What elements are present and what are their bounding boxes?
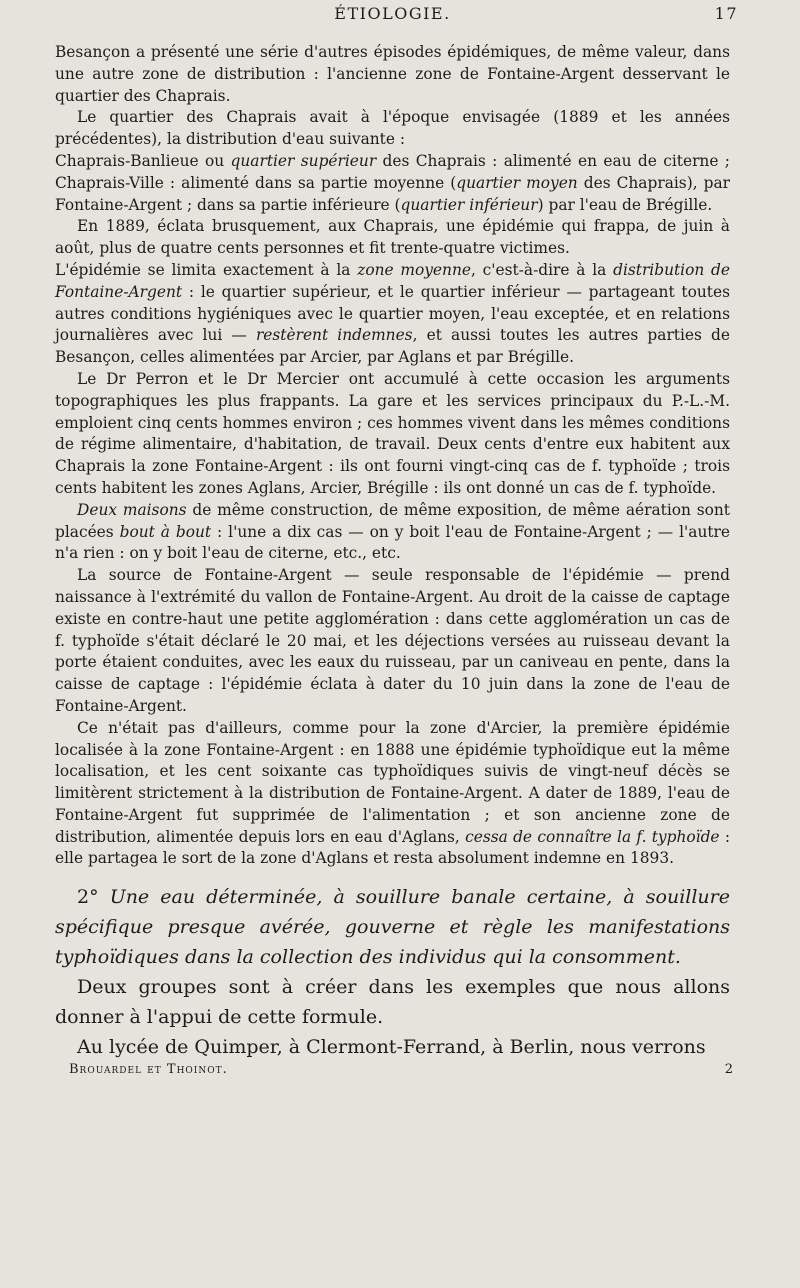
italic-run: Une eau déterminée, à souillure banale certaine, à souillure spécifique presque avérée, gouverne et règle les manifestations typhoïdiques dans la collection des individus qui la consomment. bbox=[55, 886, 730, 969]
page-footer bbox=[55, 1062, 734, 1082]
text-run: En 1889, éclata brusquement, aux Chaprais, une épidémie qui frappa, de juin à août, plus de quatre cents personnes et fit trente-quatre victimes. bbox=[55, 217, 730, 258]
text-run: Deux groupes sont à créer dans les exemples que nous allons donner à l'appui de cette formule. bbox=[55, 976, 730, 1029]
running-title: ÉTIOLOGIE. bbox=[334, 4, 451, 23]
paragraph bbox=[55, 565, 730, 718]
italic-run: quartier supérieur bbox=[230, 151, 377, 170]
italic-run: quartier inférieur bbox=[400, 195, 538, 214]
italic-run: zone moyenne bbox=[357, 260, 471, 279]
paragraph bbox=[55, 42, 730, 107]
text-run: Ce n'était pas d'ailleurs, comme pour la zone d'Arcier, la première épidémie localisée à la zone Fontaine-Argent : en 1888 une épidémie typhoïdique eut la même localisation, et les cent soixante cas typhoïdiques suivis de vingt-neuf décès se limitèrent strictement à la distribution de Fontaine-Argent. A dater de 1889, l'eau de Fontaine-Argent fut supprimée de l'alimentation ; et son ancienne zone de distribution, alimentée depuis lors en eau d'Aglans, bbox=[55, 718, 730, 846]
text-run: ) par l'eau de Brégille. bbox=[537, 195, 713, 214]
italic-run: bout à bout bbox=[119, 522, 212, 541]
paragraph bbox=[55, 500, 730, 565]
paragraph bbox=[55, 718, 730, 871]
italic-run: Deux maisons bbox=[77, 500, 187, 519]
text-run: Le Dr Perron et le Dr Mercier ont accumulé à cette occasion les arguments topographiques les plus frappants. La gare et les services principaux du P.-L.-M. emploient cinq cents hommes environ ; ces hommes vivent dans les mêmes conditions de régime alimentaire, d'habitation, de travail. Deux cents d'entre eux habitent aux Chaprais la zone Fontaine-Argent : ils ont fourni vingt-cinq cas de f. typhoïde ; trois cents habitent les zones Aglans, Arcier, Brégille : ils ont donné un cas de f. typhoïde. bbox=[55, 369, 730, 497]
text-run: : le quartier supérieur, et le quartier inférieur — partageant toutes autres conditions hygiéniques avec le quartier moyen, l'eau exceptée, et en relations journalières avec lui — bbox=[55, 282, 730, 345]
paragraph bbox=[55, 369, 730, 500]
text-run: 2° bbox=[77, 886, 110, 909]
italic-run: cessa de connaître la f. typhoïde bbox=[465, 827, 720, 846]
text-run: Besançon a présenté une série d'autres épisodes épidémiques, de même valeur, dans une autre zone de distribution : l'ancienne zone de Fontaine-Argent desservant le quartier des Chaprais. bbox=[55, 43, 730, 105]
section-heading bbox=[55, 882, 730, 972]
text-run: Au lycée de Quimper, à Clermont-Ferrand, à Berlin, nous verrons bbox=[77, 1036, 706, 1059]
paragraph bbox=[55, 972, 730, 1032]
text-run: , et aussi toutes les autres parties de Besançon, celles alimentées par Arcier, par Aglans et par Brégille. bbox=[55, 326, 730, 367]
page-header bbox=[55, 4, 738, 28]
text-run: de même construction, de même exposition, de même aération sont placées bbox=[55, 500, 730, 541]
text-run: : elle partagea le sort de la zone d'Aglans et resta absolument indemne en 1893. bbox=[55, 827, 731, 868]
paragraph bbox=[55, 107, 730, 151]
italic-run: restèrent indemnes bbox=[255, 326, 413, 345]
paragraph bbox=[55, 216, 730, 260]
text-run: La source de Fontaine-Argent — seule responsable de l'épidémie — prend naissance à l'extrémité du vallon de Fontaine-Argent. Au droit de la caisse de captage existe en contre-haut une petite agglomération : dans cette agglomération un cas de f. typhoïde s'était déclaré le 20 mai, et les déjections versées au ruisseau devant la porte étaient conduites, avec les eaux du ruisseau, par un caniveau en pente, dans la caisse de captage : l'épidémie éclata à dater du 10 juin dans la zone de l'eau de Fontaine-Argent. bbox=[55, 566, 730, 715]
page-number: 17 bbox=[714, 4, 738, 23]
text-run: L'épidémie se limita exactement à la bbox=[55, 260, 358, 279]
text-run: des Chaprais), par Fontaine-Argent ; dans sa partie inférieure ( bbox=[55, 173, 730, 214]
paragraph bbox=[55, 260, 730, 369]
paragraph bbox=[55, 1032, 730, 1062]
paragraph bbox=[55, 151, 730, 216]
body-text bbox=[55, 42, 730, 870]
text-run: des Chaprais : alimenté en eau de citerne ; Chaprais-Ville : alimenté dans sa partie moyenne ( bbox=[55, 151, 730, 192]
signature-mark: 2 bbox=[724, 1062, 734, 1078]
document-page bbox=[0, 4, 800, 1288]
italic-run: distribution de Fontaine-Argent bbox=[55, 260, 731, 301]
text-run: Chaprais-Banlieue ou bbox=[55, 151, 231, 170]
section-2 bbox=[55, 882, 730, 1062]
text-run: : l'une a dix cas — on y boit l'eau de Fontaine-Argent ; — l'autre n'a rien : on y boit l'eau de citerne, etc., etc. bbox=[55, 522, 731, 563]
text-run: Le quartier des Chaprais avait à l'époque envisagée (1889 et les années précédentes), la distribution d'eau suivante : bbox=[55, 108, 730, 149]
footer-authors: Brouardel et Thoinot. bbox=[69, 1062, 228, 1078]
italic-run: quartier moyen bbox=[456, 173, 578, 192]
text-run: , c'est-à-dire à la bbox=[470, 260, 614, 279]
